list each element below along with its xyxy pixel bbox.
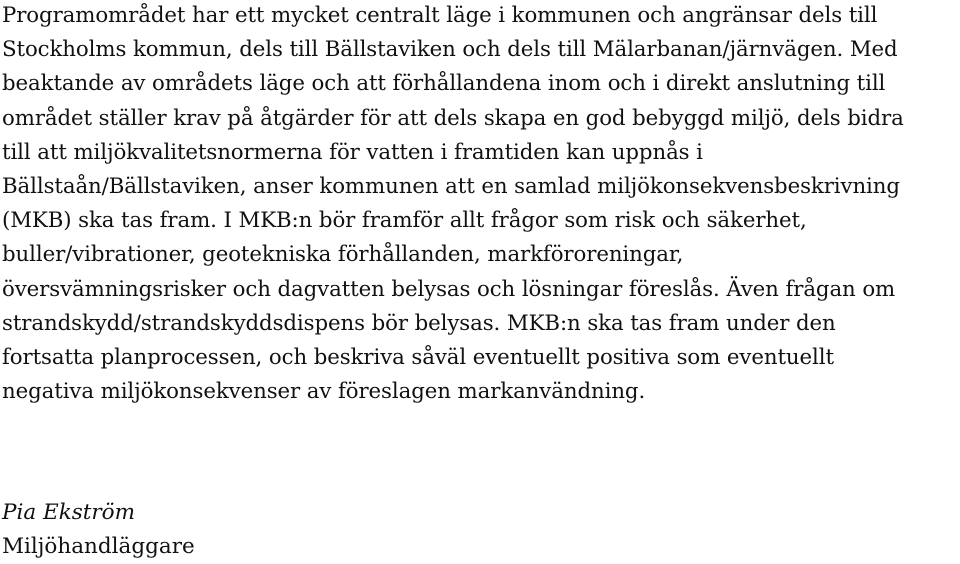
- body-paragraph: [2, 0, 958, 409]
- paragraph-line: översvämningsrisker och dagvatten belysas och lösningar föreslås. Även frågan om: [2, 276, 896, 302]
- paragraph-line: till att miljökvalitetsnormerna för vatten i framtiden kan uppnås i: [2, 139, 703, 165]
- signature-title: Miljöhandläggare: [2, 534, 195, 559]
- paragraph-line: fortsatta planprocessen, och beskriva såväl eventuellt positiva som eventuellt: [2, 345, 834, 371]
- document-page: [2, 0, 958, 409]
- paragraph-line: Stockholms kommun, dels till Bällstaviken och dels till Mälarbanan/järnvägen. Med: [2, 37, 898, 63]
- paragraph-line: området ställer krav på åtgärder för att dels skapa en god bebyggd miljö, dels bidra: [2, 105, 904, 131]
- paragraph-line: beaktande av områdets läge och att förhållandena inom och i direkt anslutning till: [2, 71, 886, 97]
- paragraph-line: Bällstaån/Bällstaviken, anser kommunen att en samlad miljökonsekvensbeskrivning: [2, 174, 900, 200]
- paragraph-line: strandskydd/strandskyddsdispens bör belysas. MKB:n ska tas fram under den: [2, 310, 836, 336]
- paragraph-line: negativa miljökonsekvenser av föreslagen markanvändning.: [2, 379, 646, 405]
- signature-name: Pia Ekström: [2, 500, 135, 525]
- paragraph-line: Programområdet har ett mycket centralt läge i kommunen och angränsar dels till: [2, 3, 878, 28]
- signature-block: [2, 496, 195, 564]
- paragraph-line: buller/vibrationer, geotekniska förhållanden, markföroreningar,: [2, 242, 684, 268]
- paragraph-line: (MKB) ska tas fram. I MKB:n bör framför allt frågor som risk och säkerhet,: [2, 208, 807, 234]
